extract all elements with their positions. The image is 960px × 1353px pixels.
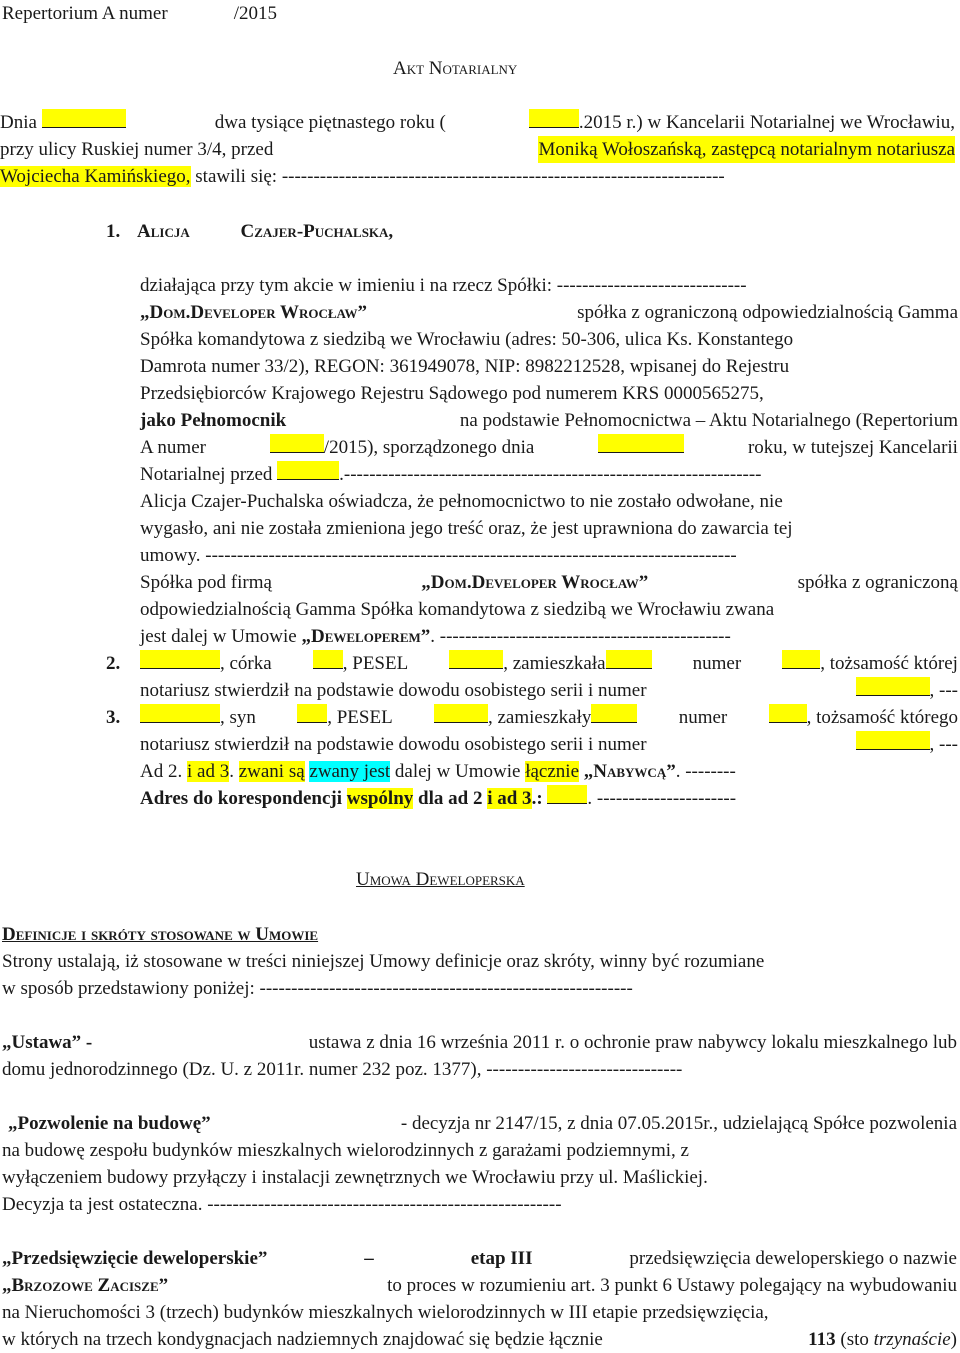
party-2-parent-blank: [313, 650, 343, 669]
party-2-pesel: , PESEL: [342, 653, 409, 674]
party-3-pesel: , PESEL: [327, 707, 393, 728]
called-plural: zwani są: [238, 761, 305, 782]
party-2-line-1: [140, 650, 958, 677]
units-words: trzynaście: [873, 1329, 951, 1350]
proxy-notary-label: Notarialnej przed: [140, 464, 273, 485]
repertorium-label: Repertorium A numer: [2, 3, 168, 24]
def-przedsiewziecie-process: to proces w rozumieniu art. 3 punkt 6 Ustawy polegający na wybudowaniu: [387, 1275, 957, 1296]
correspondence-ad-2: dla ad 2: [418, 788, 483, 809]
repertorium-line: [2, 0, 277, 27]
alias-company-name: „Dom.Developer Wrocław”: [421, 572, 649, 593]
def-pozwolenie-4: Decyzja ta jest ostateczna. --------------------------------------------------------: [2, 1194, 562, 1215]
party-2-number-label: numer: [692, 653, 742, 674]
party-2-identity: , tożsamość której: [820, 653, 958, 674]
party-2-pesel-blank: [449, 650, 503, 669]
def-ustawa-1: [2, 1029, 957, 1056]
alias-label: Spółka pod firmą: [140, 572, 272, 593]
party-3-resident: , zamieszkały: [487, 707, 592, 728]
date-number-blank: [529, 109, 579, 128]
party-3-number-label: numer: [678, 707, 728, 728]
intro-office: .2015 r.) w Kancelarii Notarialnej we Wrocławiu,: [578, 112, 955, 133]
party-2-id-blank: [856, 677, 930, 696]
party-1-first-name: Alicja: [137, 221, 190, 242]
alias-dashes: . ----------------------------------------------: [430, 626, 731, 647]
buyers-alias-line: [140, 758, 736, 785]
party-1-company-alias-1: [140, 569, 958, 596]
def-pozwolenie-1: [2, 1110, 957, 1137]
def-przedsiewziecie-term: „Przedsięwzięcie deweloperskie”: [2, 1248, 268, 1269]
party-1-company-alias-2: odpowiedzialnością Gamma Spółka komandytowa z siedzibą we Wrocławiu zwana: [140, 599, 775, 620]
party-2-number-blank: [782, 650, 820, 669]
definitions-intro-2: w sposób przedstawiony poniżej: -----------------------------------------------------------: [2, 978, 633, 999]
party-2-name-blank: [140, 650, 220, 669]
proxy-rep-label: A numer: [140, 437, 206, 458]
party-1-krs: Przedsiębiorców Krajowego Rejestru Sądowego pod numerem KRS 0000565275,: [140, 383, 764, 404]
jointly: łącznie: [525, 761, 580, 782]
proxy-date-blank: [598, 434, 684, 453]
party-3-line-2: [140, 731, 958, 758]
party-3-name-blank: [140, 704, 220, 723]
notary-name: Moniką Wołoszańską, zastępcą notarialnym notariusza: [538, 136, 955, 163]
def-pozwolenie-term: „Pozwolenie na budowę”: [8, 1113, 211, 1134]
party-1-proxy: [140, 407, 958, 434]
correspondence-shared: wspólny: [346, 788, 414, 809]
definitions-intro-1: Strony ustalają, iż stosowane w treści niniejszej Umowy definicje oraz skróty, winny być rozumiane: [2, 951, 765, 972]
intro-line-3: [0, 163, 725, 190]
def-pozwolenie-3: wyłączeniem budowy przyłączy i instalacji zewnętrznych we Wrocławiu przy ul. Maślickiej.: [2, 1167, 708, 1188]
party-2-id-text: notariusz stwierdził na podstawie dowodu osobistego serii i numer: [140, 680, 647, 701]
correspondence-address-line: [140, 785, 736, 812]
correspondence-ad-3: i ad 3: [487, 788, 532, 809]
party-3-id-text: notariusz stwierdził na podstawie dowodu osobistego serii i numer: [140, 734, 647, 755]
units-words-open: (sto: [840, 1329, 869, 1350]
def-przedsiewziecie-text: przedsięwzięcia deweloperskiego o nazwie: [629, 1248, 957, 1269]
def-przedsiewziecie-stage: etap III: [470, 1248, 533, 1269]
alias-developer: „Deweloperem”: [301, 626, 431, 647]
party-3-line-1: [140, 704, 958, 731]
def-przedsiewziecie-3: na Nieruchomości 3 (trzech) budynków mieszkalnych wielorodzinnych w III etapie przedsięwzięcia,: [2, 1302, 769, 1323]
party-1-last-name: Czajer-Puchalska,: [240, 221, 394, 242]
party-2-line-2: [140, 677, 958, 704]
company-name: „Dom.Developer Wrocław”: [140, 302, 367, 323]
proxy-rep-blank: [270, 434, 324, 453]
correspondence-colon: .:: [531, 788, 543, 809]
correspondence-label: Adres do korespondencji: [140, 788, 342, 809]
party-2-daughter: , córka: [220, 653, 272, 674]
units-words-close: ): [950, 1329, 957, 1350]
party-3-id-blank: [856, 731, 930, 750]
further-in-agreement: dalej w Umowie: [394, 761, 521, 782]
repertorium-year: /2015: [233, 3, 277, 24]
def-ustawa-term: „Ustawa” -: [2, 1032, 93, 1053]
party-3-son: , syn: [220, 707, 256, 728]
buyer-dashes: . --------: [675, 761, 736, 782]
agreement-title: Umowa Deweloperska: [356, 869, 525, 890]
project-name: „Brzozowe Zacisze”: [2, 1275, 169, 1296]
def-przedsiewziecie-units-text: w których na trzech kondygnacjach nadziemnych znajdować się będzie łącznie: [2, 1329, 603, 1350]
party-1-statement-2: wygasło, ani nie została zmieniona jego treść oraz, że jest uprawniona do zawarcia tej: [140, 518, 793, 539]
party-2-number: 2.: [106, 653, 121, 674]
party-2-address-blank: [606, 650, 652, 669]
party-1-company-ids: Damrota numer 33/2), REGON: 361949078, NIP: 8982212528, wpisanej do Rejestru: [140, 356, 790, 377]
notary-principal: Wojciecha Kamińskiego,: [0, 166, 191, 187]
definitions-heading: Definicje i skróty stosowane w Umowie: [2, 924, 319, 945]
intro-year-words: dwa tysiące piętnastego roku (: [214, 112, 446, 133]
proxy-notary-blank: [277, 461, 339, 480]
intro-appeared: stawili się: ----------------------------------------------------------------------: [195, 166, 725, 187]
def-ustawa-2: domu jednorodzinnego (Dz. U. z 2011r. numer 232 poz. 1377), -------------------------------: [2, 1059, 683, 1080]
party-3-pesel-blank: [434, 704, 488, 723]
party-1-proxy-notary: [140, 461, 762, 488]
party-3-address-blank: [591, 704, 637, 723]
party-1-acting: działająca przy tym akcie w imieniu i na rzecz Spółki: ------------------------------: [140, 275, 747, 296]
proxy-basis: na podstawie Pełnomocnictwa – Aktu Notarialnego (Repertorium: [459, 410, 958, 431]
party-3-parent-blank: [297, 704, 327, 723]
def-pozwolenie-text: - decyzja nr 2147/15, z dnia 07.05.2015r., udzielającą Spółce pozwolenia: [400, 1113, 957, 1134]
party-1-proxy-ref: [140, 434, 958, 461]
def-przedsiewziecie-2: [2, 1272, 957, 1299]
party-3-identity: , tożsamość którego: [806, 707, 958, 728]
intro-line-2: [0, 136, 955, 163]
intro-date-label: Dnia: [0, 112, 37, 133]
def-przedsiewziecie-1: [2, 1245, 957, 1272]
party-1-statement-1: Alicja Czajer-Puchalska oświadcza, że pełnomocnictwo to nie zostało odwołane, nie: [140, 491, 783, 512]
party-2-resident: , zamieszkała: [503, 653, 606, 674]
party-3-number: 3.: [106, 707, 121, 728]
ad-2: Ad 2.: [140, 761, 183, 782]
def-przedsiewziecie-dash: –: [364, 1248, 374, 1269]
party-1-heading: [106, 218, 393, 245]
ad-dot: .: [229, 761, 234, 782]
def-ustawa-text: ustawa z dnia 16 września 2011 r. o ochronie praw nabywcy lokalu mieszkalnego lub: [308, 1032, 957, 1053]
party-3-id-dashes: , ---: [929, 734, 958, 755]
ad-3: i ad 3: [186, 761, 230, 782]
party-1-company-alias-3: [140, 623, 731, 650]
proxy-notary-dashes: .------------------------------------------------------------------: [339, 464, 762, 485]
party-1-number: 1.: [106, 221, 121, 242]
intro-address: przy ulicy Ruskiej numer 3/4, przed: [0, 139, 274, 160]
date-blank: [42, 109, 126, 128]
party-1-company-address: Spółka komandytowa z siedzibą we Wrocławiu (adres: 50-306, ulica Ks. Konstantego: [140, 329, 794, 350]
buyer-alias: „Nabywcą”: [583, 761, 676, 782]
alias-company-form: spółka z ograniczoną: [797, 572, 958, 593]
called-singular: zwany jest: [309, 761, 391, 782]
party-1-company-line: [140, 299, 958, 326]
proxy-role: jako Pełnomocnik: [140, 410, 287, 431]
correspondence-blank: [547, 785, 587, 804]
proxy-rep-year: /2015), sporządzonego dnia: [323, 437, 535, 458]
party-3-number-blank: [769, 704, 807, 723]
correspondence-dashes: . ----------------------: [587, 788, 737, 809]
def-pozwolenie-2: na budowę zespołu budynków mieszkalnych wielorodzinnych z garażami podziemnymi, z: [2, 1140, 689, 1161]
proxy-office: roku, w tutejszej Kancelarii: [747, 437, 958, 458]
alias-called: jest dalej w Umowie: [140, 626, 297, 647]
party-1-statement-3: umowy. ------------------------------------------------------------------------------------: [140, 545, 737, 566]
units-count: 113: [808, 1329, 836, 1350]
intro-line-1: [0, 109, 955, 136]
company-form: spółka z ograniczoną odpowiedzialnością Gamma: [577, 302, 958, 323]
party-2-id-dashes: , ---: [929, 680, 958, 701]
deed-title: Akt Notarialny: [393, 58, 518, 79]
def-przedsiewziecie-4: [2, 1326, 957, 1353]
